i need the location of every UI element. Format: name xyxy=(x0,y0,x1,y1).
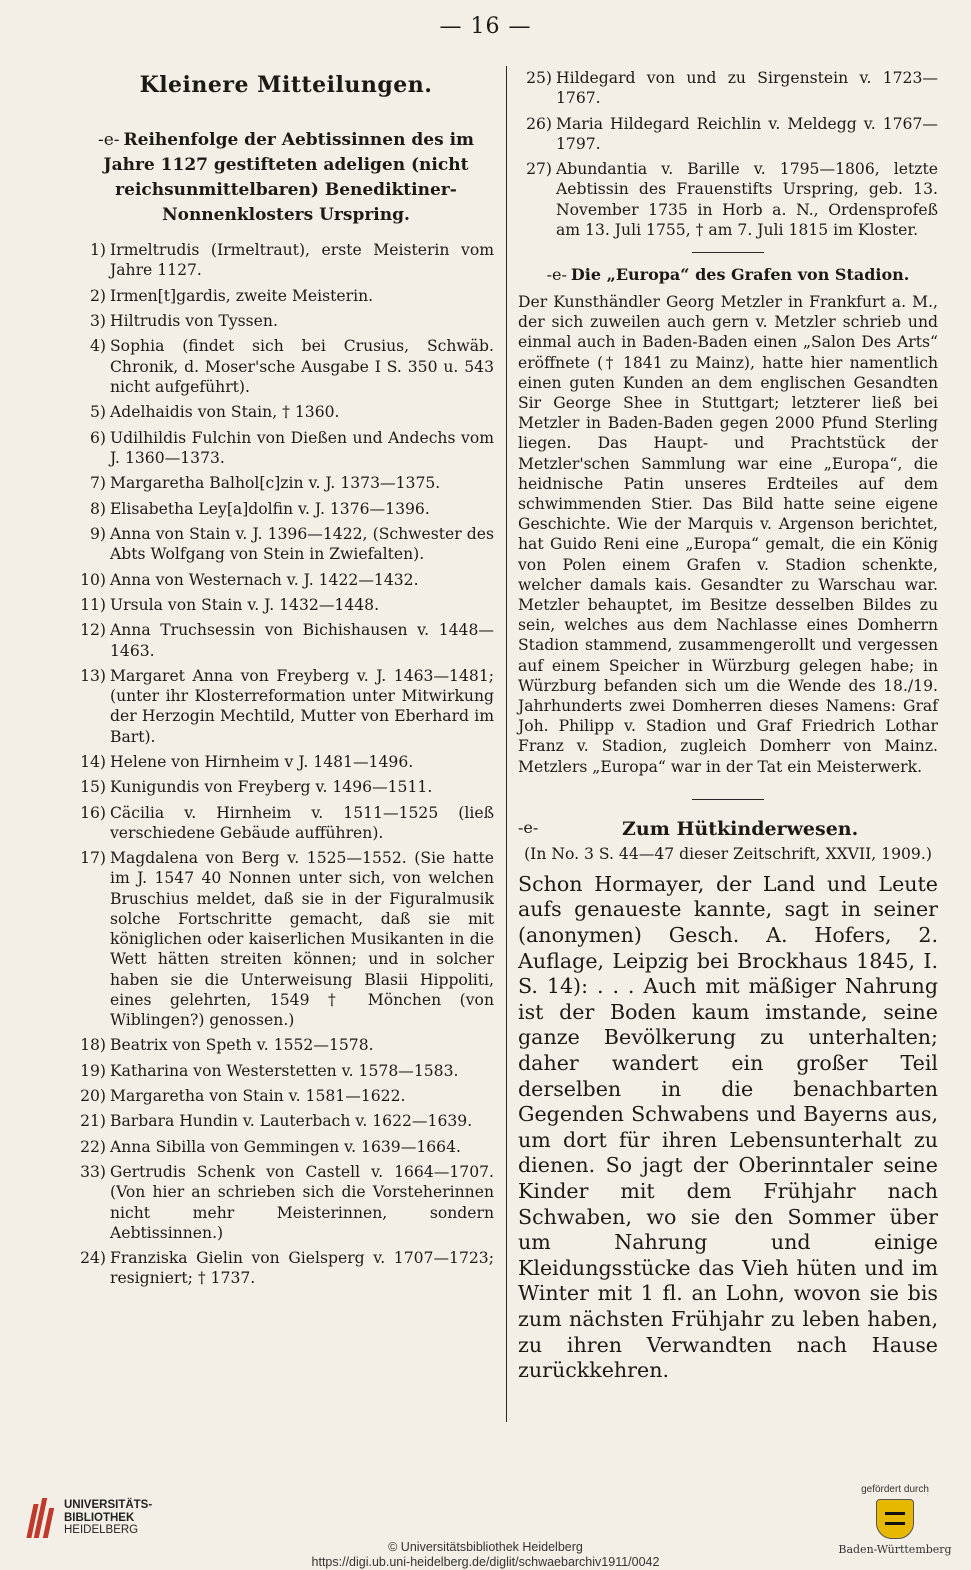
right-column xyxy=(518,68,938,1384)
author-mark: -e- xyxy=(97,130,120,150)
list-item-text: Kunigundis von Freyberg v. 1496—1511. xyxy=(110,778,433,797)
list-item-number: 21) xyxy=(80,1112,106,1131)
list-item-number: 9) xyxy=(89,524,106,543)
list-item-text: Irmeltrudis (Irmeltraut), erste Meisterin vom Jahre 1127. xyxy=(110,241,494,280)
list-item-text: Magdalena von Berg v. 1525—1552. (Sie hatte im J. 1547 40 Nonnen unter sich, von welchen Bruschius meldet, daß sie in der Figuralmusik solche Fortschritte gemacht, daß sie mit königlichen oder kaiserlichen Musikanten in die Wett hätten streiten können; und in solcher haben sie die Unterweisung Blasii Hippoliti, eines gelehrten, 1549 † Mönchen (von Wiblingen?) genossen.) xyxy=(110,849,494,1029)
list-item xyxy=(78,1086,494,1106)
list-item-text: Anna von Stain v. J. 1396—1422, (Schwester des Abts Wolfgang von Stein in Zwiefalten). xyxy=(110,524,494,564)
author-mark: -e- xyxy=(546,265,567,284)
funded-by-label: gefördert durch xyxy=(861,1484,929,1495)
list-item-text: Maria Hildegard Reichlin v. Meldegg v. 1767—1797. xyxy=(556,114,938,153)
list-item xyxy=(78,803,494,843)
list-item xyxy=(78,1035,494,1055)
list-item-number: 24) xyxy=(80,1249,106,1268)
list-item xyxy=(78,777,494,797)
section-heading: Kleinere Mitteilungen. xyxy=(139,72,433,98)
list-item-number: 27) xyxy=(526,160,552,179)
list-item-number: 4) xyxy=(89,337,106,356)
list-item xyxy=(518,68,938,108)
list-item-number: 1) xyxy=(89,241,106,259)
library-logo[interactable] xyxy=(28,1498,152,1538)
library-logo-icon xyxy=(28,1498,54,1538)
list-item-number: 26) xyxy=(526,114,552,133)
list-item-text: Anna von Westernach v. J. 1422—1432. xyxy=(110,570,419,589)
list-item xyxy=(78,1111,494,1131)
list-item-text: Ursula von Stain v. J. 1432—1448. xyxy=(110,595,380,614)
library-logo-text xyxy=(64,1499,152,1537)
list-item xyxy=(78,524,494,564)
list-item-number: 19) xyxy=(80,1061,106,1080)
list-item-number: 10) xyxy=(80,570,106,589)
huetkinder-title xyxy=(518,818,938,840)
list-item-number: 20) xyxy=(80,1087,106,1106)
source-url[interactable]: https://digi.ub.uni-heidelberg.de/diglit/schwaebarchiv1911/0042 xyxy=(311,1555,660,1569)
list-item-text: Udilhildis Fulchin von Dießen und Andechs vom J. 1360—1373. xyxy=(110,428,494,467)
list-item-number: 5) xyxy=(89,403,106,422)
list-item-number: 14) xyxy=(80,752,106,771)
list-item-number: 15) xyxy=(80,778,106,797)
article-title-text: Reihenfolge der Aebtissinnen des im Jahre 1127 gestifteten adeligen (nicht reichsunmittelbaren) Benediktiner-Nonnenklosters Urspring. xyxy=(103,130,475,225)
list-item-text: Beatrix von Speth v. 1552—1578. xyxy=(110,1036,374,1055)
list-item-number: 22) xyxy=(80,1137,106,1156)
list-item-text: Katharina von Westerstetten v. 1578—1583. xyxy=(110,1061,459,1080)
logo-line-2: BIBLIOTHEK xyxy=(64,1511,135,1524)
footer xyxy=(0,1462,971,1569)
list-item xyxy=(78,311,494,331)
list-item-number: 6) xyxy=(89,428,106,447)
list-item-number: 8) xyxy=(89,499,106,518)
list-item-number: 2) xyxy=(89,286,106,305)
list-item-text: Elisabetha Ley[a]dolfin v. J. 1376—1396. xyxy=(110,499,430,518)
list-item-number: 13) xyxy=(80,666,106,685)
list-item-text: Irmen[t]gardis, zweite Meisterin. xyxy=(110,286,374,305)
logo-line-3: HEIDELBERG xyxy=(64,1524,139,1537)
page-number: — 16 — xyxy=(439,14,532,39)
list-item-number: 11) xyxy=(80,595,106,614)
list-item-text: Sophia (findet sich bei Crusius, Schwäb. Chronik, d. Moser'sche Ausgabe I S. 350 u. 543 nicht aufgeführt). xyxy=(110,337,494,396)
state-crest-icon xyxy=(876,1499,914,1539)
list-item-text: Adelhaidis von Stain, † 1360. xyxy=(110,403,340,422)
huetkinder-title-text: Zum Hütkinderwesen. xyxy=(622,817,859,840)
separator xyxy=(692,252,764,253)
copyright: © Universitätsbibliothek Heidelberg xyxy=(388,1540,583,1554)
list-item-number: 7) xyxy=(89,474,106,493)
list-item xyxy=(518,159,938,240)
list-item-text: Margaret Anna von Freyberg v. J. 1463—1481; (unter ihr Klosterreformation unter Mitwirkung der Herzogin Mechtild, Mutter von Eberhard im Bart). xyxy=(110,666,494,746)
list-item-number: 25) xyxy=(526,69,552,87)
list-item-text: Margaretha Balhol[c]zin v. J. 1373—1375. xyxy=(110,474,441,493)
list-item-text: Franziska Gielin von Gielsperg v. 1707—1723; resigniert; † 1737. xyxy=(110,1249,494,1288)
list-item-text: Barbara Hundin v. Lauterbach v. 1622—1639. xyxy=(110,1112,473,1131)
list-item xyxy=(78,240,494,280)
list-item xyxy=(78,336,494,397)
funding-notice xyxy=(830,1484,960,1556)
huetkinder-paragraph: Schon Hormayer, der Land und Leute aufs genaueste kannte, sagt in seiner (anonymen) Gesch. A. Hofers, 2. Auflage, Leipzig bei Brockhaus 1845, I. S. 14): . . . Auch mit mäßiger Nahrung ist der Boden kaum imstande, seine ganze Bevölkerung zu unterhalten; daher wandert ein großer Teil derselben in die benachbarten Gegenden Schwabens und Bayerns aus, um dort für ihren Lebensunterhalt zu dienen. So jagt der Oberinntaler seine Kinder mit dem Frühjahr nach Schwaben, wo sie den Sommer über um Nahrung und einige Kleidungsstücke das Vieh hüten und im Winter mit 1 fl. an Lohn, wovon sie bis zum nächsten Frühjahr zu leben haben, zu ihren Verwandten nach Hause zurückkehren. xyxy=(518,871,938,1383)
europa-paragraph: Der Kunsthändler Georg Metzler in Frankfurt a. M., der sich zuweilen auch gern v. Metzler schrieb und einmal auch in Baden-Baden einen „Salon Des Arts“ eröffnete († 1841 zu Mainz), hatte hier namentlich einen guten Kunden an dem englischen Gesandten Sir George Shee in Stuttgart; letzterer ließ bei Metzler in Baden-Baden gegen 2000 Pfund Sterling liegen. Das Haupt- und Prachtstück der Metzler'schen Sammlung war eine „Europa“, die heidnische Patin unseres Erdteiles auf dem schwimmenden Stier. Das Bild hatte seine eigene Geschichte. Wie der Marquis v. Argenson berichtet, hat Guido Reni eine „Europa“ gemalt, die ein König von Polen einem Grafen v. Stadion schenkte, welcher damals kais. Gesandter zu Warschau war. Metzler behauptet, im Besitze desselben Bildes zu sein, welches aus dem Nachlasse eines Domherrn Stadion stammend, zusammengerollt und vergessen auf einem Speicher in Würzburg gelegen habe; in Würzburg befanden sich um die Wende des 18./19. Jahrhunderts zwei Domherren dieses Namens: Graf Joh. Philipp v. Stadion und Graf Friedrich Lothar Franz v. Stadion, zugleich Domherr von Mainz. Metzlers „Europa“ war in der Tat ein Meisterwerk. xyxy=(518,293,938,776)
footer-credits xyxy=(0,1540,971,1570)
list-item xyxy=(78,752,494,772)
list-item-text: Anna Truchsessin von Bichishausen v. 1448—1463. xyxy=(110,621,494,660)
list-item-text: Helene von Hirnheim v J. 1481—1496. xyxy=(110,752,414,771)
list-item-text: Gertrudis Schenk von Castell v. 1664—1707. (Von hier an schrieben sich die Vorsteherinnen nicht mehr Meisterinnen, sondern Aebtissinnen.) xyxy=(110,1163,494,1242)
list-item xyxy=(78,570,494,590)
left-column xyxy=(78,60,494,1294)
list-item-text: Margaretha von Stain v. 1581—1622. xyxy=(110,1087,406,1106)
list-item xyxy=(78,473,494,493)
list-item xyxy=(78,1061,494,1081)
state-name: Baden-Württemberg xyxy=(838,1543,952,1556)
list-item-number: 18) xyxy=(80,1036,106,1055)
list-item xyxy=(78,666,494,747)
list-item-text: Cäcilia v. Hirnheim v. 1511—1525 (ließ verschiedene Gebäude aufführen). xyxy=(110,803,494,842)
list-item xyxy=(78,848,494,1030)
list-item-number: 12) xyxy=(80,621,106,640)
list-item-text: Anna Sibilla von Gemmingen v. 1639—1664. xyxy=(110,1137,461,1156)
list-item xyxy=(518,114,938,154)
article-title xyxy=(78,128,494,228)
list-item xyxy=(78,499,494,519)
huetkinder-reference: (In No. 3 S. 44—47 dieser Zeitschrift, XXVII, 1909.) xyxy=(524,844,932,863)
list-item xyxy=(78,286,494,306)
logo-line-1: UNIVERSITÄTS- xyxy=(64,1499,153,1512)
europa-title-text: Die „Europa“ des Grafen von Stadion. xyxy=(570,265,910,284)
list-item xyxy=(78,1137,494,1157)
list-item xyxy=(78,428,494,468)
abbess-list-continued xyxy=(518,68,938,240)
list-item-text: Hiltrudis von Tyssen. xyxy=(110,311,278,330)
list-item xyxy=(78,402,494,422)
list-item-number: 17) xyxy=(80,849,106,868)
list-item-number: 16) xyxy=(80,803,106,822)
list-item-number: 33) xyxy=(80,1163,106,1182)
author-mark: -e- xyxy=(518,817,539,837)
column-divider xyxy=(506,66,507,1422)
list-item xyxy=(78,1248,494,1288)
list-item xyxy=(78,595,494,615)
list-item xyxy=(78,620,494,660)
europa-title xyxy=(518,265,938,284)
list-item-number: 3) xyxy=(89,311,106,330)
list-item xyxy=(78,1162,494,1243)
list-item-text: Abundantia v. Barille v. 1795—1806, letzte Aebtissin des Frauenstifts Urspring, geb. 13. November 1735 in Horb a. N., Ordensprofeß am 13. Juli 1755, † am 7. Juli 1815 im Kloster. xyxy=(556,160,938,239)
separator xyxy=(692,799,764,800)
list-item-text: Hildegard von und zu Sirgenstein v. 1723—1767. xyxy=(556,69,938,108)
abbess-list xyxy=(78,240,494,1289)
